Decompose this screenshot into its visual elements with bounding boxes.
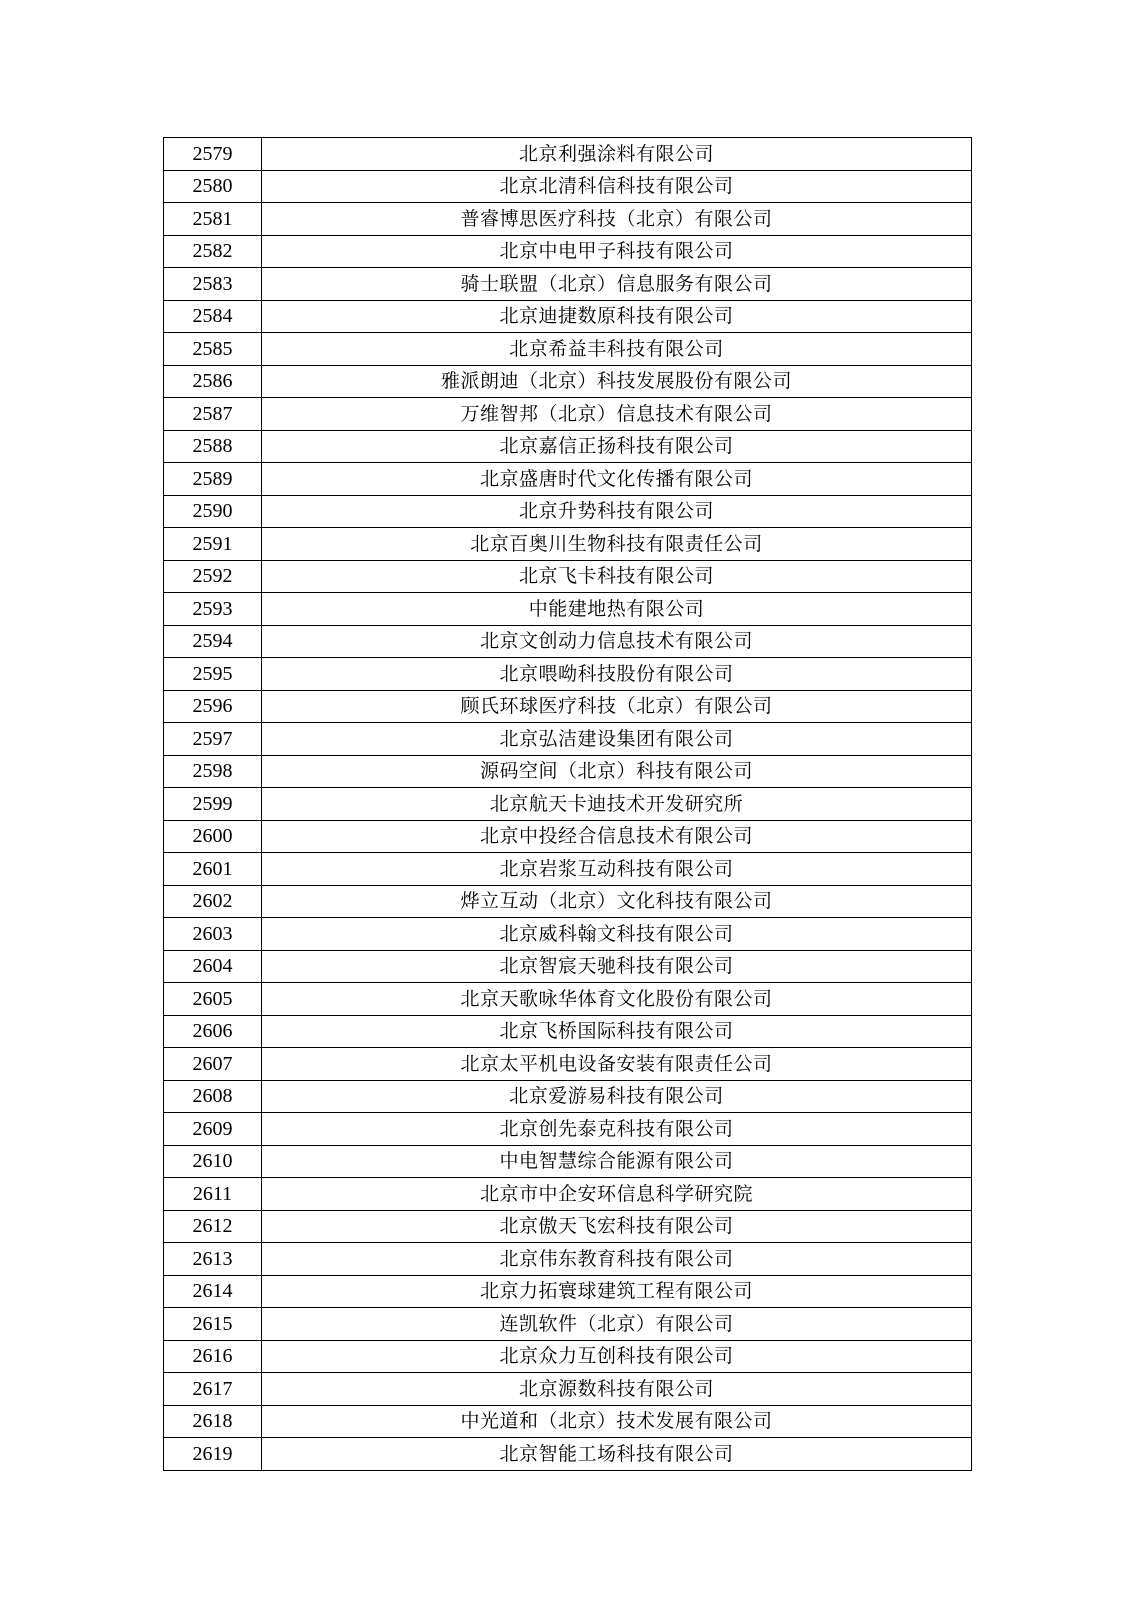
serial-number-cell: 2583	[164, 268, 262, 301]
serial-number-cell: 2601	[164, 853, 262, 886]
serial-number-cell: 2613	[164, 1243, 262, 1276]
table-row	[164, 560, 972, 593]
table-row	[164, 1308, 972, 1341]
serial-number-cell: 2596	[164, 690, 262, 723]
company-name-cell: 北京希益丰科技有限公司	[262, 333, 972, 366]
company-name-cell: 北京飞卡科技有限公司	[262, 560, 972, 593]
table-row	[164, 138, 972, 171]
table-row	[164, 788, 972, 821]
company-name-cell: 北京航天卡迪技术开发研究所	[262, 788, 972, 821]
table-row	[164, 1113, 972, 1146]
serial-number-cell: 2590	[164, 495, 262, 528]
serial-number-cell: 2591	[164, 528, 262, 561]
serial-number-cell: 2610	[164, 1145, 262, 1178]
table-row	[164, 1373, 972, 1406]
company-list-table	[163, 137, 972, 1471]
company-name-cell: 北京利强涂料有限公司	[262, 138, 972, 171]
company-name-cell: 北京市中企安环信息科学研究院	[262, 1178, 972, 1211]
table-row	[164, 593, 972, 626]
company-name-cell: 北京中电甲子科技有限公司	[262, 235, 972, 268]
company-name-cell: 北京创先泰克科技有限公司	[262, 1113, 972, 1146]
table-row	[164, 885, 972, 918]
table-row	[164, 1275, 972, 1308]
table-row	[164, 658, 972, 691]
serial-number-cell: 2611	[164, 1178, 262, 1211]
company-name-cell: 北京伟东教育科技有限公司	[262, 1243, 972, 1276]
company-name-cell: 北京智宸天驰科技有限公司	[262, 950, 972, 983]
company-name-cell: 北京迪捷数原科技有限公司	[262, 300, 972, 333]
serial-number-cell: 2609	[164, 1113, 262, 1146]
table-row	[164, 690, 972, 723]
table-row	[164, 170, 972, 203]
table-row	[164, 463, 972, 496]
serial-number-cell: 2585	[164, 333, 262, 366]
company-name-cell: 中能建地热有限公司	[262, 593, 972, 626]
company-name-cell: 中电智慧综合能源有限公司	[262, 1145, 972, 1178]
serial-number-cell: 2581	[164, 203, 262, 236]
table-row	[164, 1340, 972, 1373]
serial-number-cell: 2595	[164, 658, 262, 691]
company-name-cell: 北京中投经合信息技术有限公司	[262, 820, 972, 853]
company-name-cell: 北京百奥川生物科技有限责任公司	[262, 528, 972, 561]
company-name-cell: 源码空间（北京）科技有限公司	[262, 755, 972, 788]
table-row	[164, 625, 972, 658]
company-name-cell: 中光道和（北京）技术发展有限公司	[262, 1405, 972, 1438]
table-row	[164, 983, 972, 1016]
company-name-cell: 顾氏环球医疗科技（北京）有限公司	[262, 690, 972, 723]
serial-number-cell: 2619	[164, 1438, 262, 1471]
table-row	[164, 365, 972, 398]
serial-number-cell: 2589	[164, 463, 262, 496]
company-name-cell: 普睿博思医疗科技（北京）有限公司	[262, 203, 972, 236]
serial-number-cell: 2580	[164, 170, 262, 203]
serial-number-cell: 2597	[164, 723, 262, 756]
table-row	[164, 1145, 972, 1178]
serial-number-cell: 2600	[164, 820, 262, 853]
serial-number-cell: 2586	[164, 365, 262, 398]
company-name-cell: 北京力拓寰球建筑工程有限公司	[262, 1275, 972, 1308]
table-row	[164, 1405, 972, 1438]
table-row	[164, 333, 972, 366]
table-row	[164, 1048, 972, 1081]
serial-number-cell: 2603	[164, 918, 262, 951]
company-name-cell: 北京盛唐时代文化传播有限公司	[262, 463, 972, 496]
table-row	[164, 755, 972, 788]
company-name-cell: 北京威科翰文科技有限公司	[262, 918, 972, 951]
company-name-cell: 北京岩浆互动科技有限公司	[262, 853, 972, 886]
serial-number-cell: 2618	[164, 1405, 262, 1438]
table-row	[164, 918, 972, 951]
company-name-cell: 北京嘉信正扬科技有限公司	[262, 430, 972, 463]
serial-number-cell: 2579	[164, 138, 262, 171]
company-name-cell: 雅派朗迪（北京）科技发展股份有限公司	[262, 365, 972, 398]
table-row	[164, 950, 972, 983]
serial-number-cell: 2607	[164, 1048, 262, 1081]
company-name-cell: 万维智邦（北京）信息技术有限公司	[262, 398, 972, 431]
table-row	[164, 1178, 972, 1211]
company-name-cell: 北京北清科信科技有限公司	[262, 170, 972, 203]
table-row	[164, 1243, 972, 1276]
company-name-cell: 北京太平机电设备安装有限责任公司	[262, 1048, 972, 1081]
serial-number-cell: 2612	[164, 1210, 262, 1243]
table-row	[164, 235, 972, 268]
company-name-cell: 骑士联盟（北京）信息服务有限公司	[262, 268, 972, 301]
serial-number-cell: 2598	[164, 755, 262, 788]
serial-number-cell: 2587	[164, 398, 262, 431]
serial-number-cell: 2616	[164, 1340, 262, 1373]
serial-number-cell: 2608	[164, 1080, 262, 1113]
company-name-cell: 连凯软件（北京）有限公司	[262, 1308, 972, 1341]
serial-number-cell: 2582	[164, 235, 262, 268]
table-row	[164, 430, 972, 463]
serial-number-cell: 2615	[164, 1308, 262, 1341]
serial-number-cell: 2584	[164, 300, 262, 333]
serial-number-cell: 2602	[164, 885, 262, 918]
company-name-cell: 北京飞桥国际科技有限公司	[262, 1015, 972, 1048]
table-row	[164, 495, 972, 528]
table-row	[164, 203, 972, 236]
table-row	[164, 820, 972, 853]
serial-number-cell: 2606	[164, 1015, 262, 1048]
table-row	[164, 300, 972, 333]
table-row	[164, 1080, 972, 1113]
serial-number-cell: 2599	[164, 788, 262, 821]
serial-number-cell: 2592	[164, 560, 262, 593]
table-row	[164, 528, 972, 561]
table-row	[164, 723, 972, 756]
company-list-body	[164, 138, 972, 1471]
serial-number-cell: 2617	[164, 1373, 262, 1406]
serial-number-cell: 2604	[164, 950, 262, 983]
company-name-cell: 北京升势科技有限公司	[262, 495, 972, 528]
company-name-cell: 北京喂呦科技股份有限公司	[262, 658, 972, 691]
company-name-cell: 北京智能工场科技有限公司	[262, 1438, 972, 1471]
company-name-cell: 北京傲天飞宏科技有限公司	[262, 1210, 972, 1243]
serial-number-cell: 2588	[164, 430, 262, 463]
serial-number-cell: 2614	[164, 1275, 262, 1308]
serial-number-cell: 2593	[164, 593, 262, 626]
serial-number-cell: 2605	[164, 983, 262, 1016]
serial-number-cell: 2594	[164, 625, 262, 658]
company-name-cell: 烨立互动（北京）文化科技有限公司	[262, 885, 972, 918]
company-name-cell: 北京爱游易科技有限公司	[262, 1080, 972, 1113]
company-name-cell: 北京源数科技有限公司	[262, 1373, 972, 1406]
table-row	[164, 268, 972, 301]
company-name-cell: 北京文创动力信息技术有限公司	[262, 625, 972, 658]
company-name-cell: 北京天歌咏华体育文化股份有限公司	[262, 983, 972, 1016]
company-name-cell: 北京弘洁建设集团有限公司	[262, 723, 972, 756]
table-row	[164, 398, 972, 431]
table-row	[164, 1438, 972, 1471]
table-row	[164, 1015, 972, 1048]
table-row	[164, 853, 972, 886]
table-row	[164, 1210, 972, 1243]
company-name-cell: 北京众力互创科技有限公司	[262, 1340, 972, 1373]
